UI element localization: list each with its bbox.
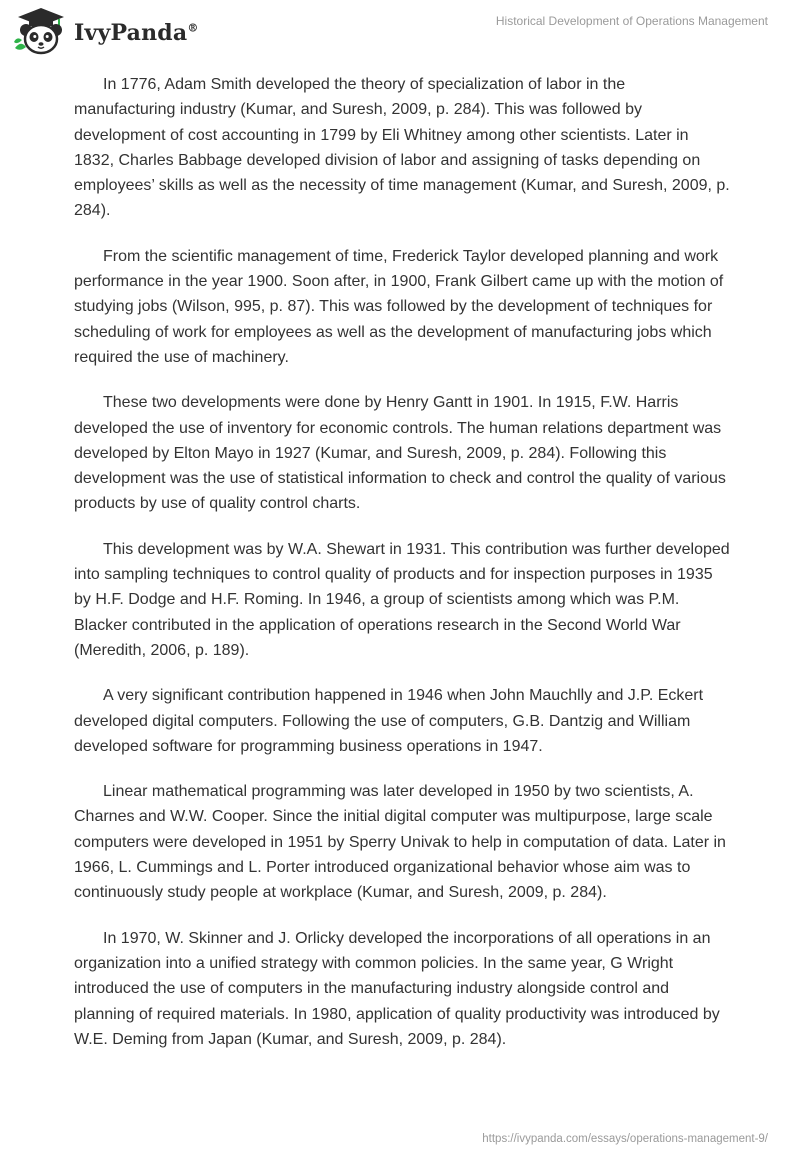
paragraph: This development was by W.A. Shewart in 1931. This contribution was further developed into sampling techniques to control quality of products and for inspection purposes in 1935 by H.F. Dodge and H.F. Roming. In 1946, a group of scientists among which was P.M. Blacker contributed in the application of operations research in the Second World War (Meredith, 2006, p. 189). [74,540,730,659]
paragraph: In 1776, Adam Smith developed the theory of specialization of labor in the manufacturing industry (Kumar, and Suresh, 2009, p. 284). This was followed by development of cost accounting in 1799 by Eli Whitney among other scientists. Later in 1832, Charles Babbage developed division of labor and assigning of tasks depending on employees’ skills as well as the necessity of time management (Kumar, and Suresh, 2009, p. 284). [74,76,730,220]
logo-wordmark: IvyPanda® [74,20,199,46]
paragraph: A very significant contribution happened in 1946 when John Mauchlly and J.P. Eckert developed digital computers. Following the use of computers, G.B. Dantzig and William developed software for programming business operations in 1947. [74,687,704,755]
panda-graduate-icon [12,6,70,56]
ivypanda-logo[interactable] [12,6,199,56]
paragraph: From the scientific management of time, Frederick Taylor developed planning and work performance in the year 1900. Soon after, in 1900, Frank Gilbert came up with the motion of studying jobs (Wilson, 995, p. 87). This was followed by the development of techniques for scheduling of work for employees as well as the development of manufacturing jobs which required the use of machinery. [74,247,724,366]
essay-body [74,72,730,1072]
paragraph: In 1970, W. Skinner and J. Orlicky developed the incorporations of all operations in an organization into a unified strategy with common policies. In the same year, G Wright introduced the use of computers in the manufacturing industry alongside control and planning of required materials. In 1980, application of quality productivity was introduced by W.E. Deming from Japan (Kumar, and Suresh, 2009, p. 284). [74,929,720,1048]
paragraph: Linear mathematical programming was later developed in 1950 by two scientists, A. Charnes and W.W. Cooper. Since the initial digital computer was multipurpose, large scale computers were developed in 1951 by Sperry Univak to help in computation of data. Later in 1966, L. Cummings and L. Porter introduced organizational behavior whose aim was to continuously study people at workplace (Kumar, and Suresh, 2009, p. 284). [74,783,726,902]
page-header [0,0,800,60]
source-url[interactable]: https://ivypanda.com/essays/operations-management-9/ [482,1133,768,1145]
paragraph: These two developments were done by Henry Gantt in 1901. In 1915, F.W. Harris developed the use of inventory for economic controls. The human relations department was developed by Elton Mayo in 1927 (Kumar, and Suresh, 2009, p. 284). Following this development was the use of statistical information to check and control the quality of various products by use of quality control charts. [74,394,726,513]
document-title: Historical Development of Operations Management [495,14,768,28]
